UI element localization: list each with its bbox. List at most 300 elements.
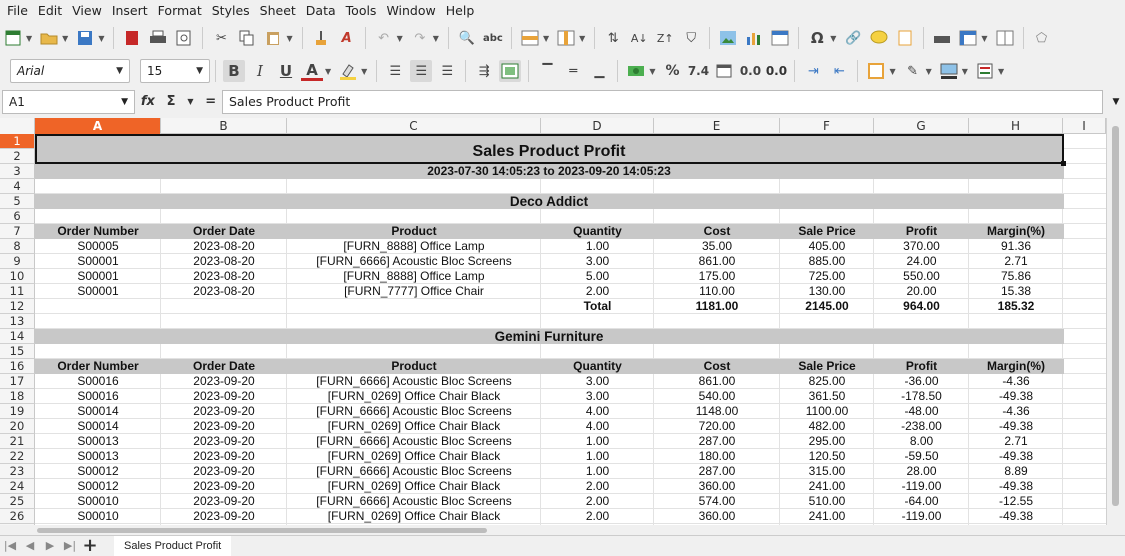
chevron-down-icon[interactable]: ▼ xyxy=(889,66,896,76)
column-title-order-number: Order Number xyxy=(57,224,139,238)
row-header-4[interactable]: 4 xyxy=(0,179,35,194)
cell-product: [FURN_0269] Office Chair Black xyxy=(327,449,501,463)
open-folder-icon[interactable] xyxy=(38,27,60,49)
cell-margin: -49.38 xyxy=(998,389,1034,403)
row-header-15[interactable]: 15 xyxy=(0,344,35,359)
cell-margin: 75.86 xyxy=(1000,269,1032,283)
cell-order-date: 2023-09-20 xyxy=(193,509,255,523)
chevron-down-icon[interactable]: ▼ xyxy=(361,66,368,76)
cell-order-date: 2023-09-20 xyxy=(193,389,255,403)
cell-order-date: 2023-09-20 xyxy=(193,494,255,508)
formula-icons xyxy=(135,94,222,109)
previous-sheet-icon[interactable]: ◀ xyxy=(25,539,35,552)
cell-sale-price: 510.00 xyxy=(808,494,846,508)
cell-order-date: 2023-08-20 xyxy=(193,239,255,253)
cell-product: [FURN_0269] Office Chair Black xyxy=(327,509,501,523)
cell-quantity: 5.00 xyxy=(585,269,610,283)
cell-product: [FURN_6666] Acoustic Bloc Screens xyxy=(316,494,512,508)
column-header-d[interactable]: D xyxy=(541,118,654,134)
bold-icon[interactable]: B xyxy=(223,60,245,82)
print-preview-icon[interactable] xyxy=(173,27,195,49)
toolbar-separator xyxy=(528,60,529,82)
row-header-8[interactable]: 8 xyxy=(0,239,35,254)
delete-decimal-icon[interactable]: 0.0 xyxy=(765,64,788,78)
cell-sale-price: 315.00 xyxy=(808,464,846,478)
font-color-icon[interactable]: A xyxy=(301,61,323,81)
add-decimal-icon[interactable]: 0.0 xyxy=(739,64,762,78)
save-icon[interactable] xyxy=(74,27,96,49)
font-name-combo[interactable] xyxy=(10,59,130,83)
toolbar-separator xyxy=(202,27,203,49)
row-header-18[interactable]: 18 xyxy=(0,389,35,404)
highlighting-color-icon[interactable] xyxy=(337,60,359,82)
menu-view[interactable]: View xyxy=(72,2,102,18)
standard-toolbar xyxy=(0,21,1125,55)
cell-quantity: 3.00 xyxy=(585,389,610,403)
toolbar-separator xyxy=(617,60,618,82)
cell-order-number: S00010 xyxy=(77,494,119,508)
cell-quantity: 3.00 xyxy=(585,374,610,388)
menu-styles[interactable]: Styles xyxy=(211,2,250,18)
cell-cost: 360.00 xyxy=(698,479,736,493)
total-label: Total xyxy=(583,299,612,313)
chevron-down-icon[interactable]: ▼ xyxy=(981,33,988,43)
row-header-11[interactable]: 11 xyxy=(0,284,35,299)
cell-quantity: 4.00 xyxy=(585,419,610,433)
special-character-icon[interactable]: Ω xyxy=(810,29,824,47)
name-box[interactable] xyxy=(2,90,135,114)
row-header-9[interactable]: 9 xyxy=(0,254,35,269)
formula-bar xyxy=(0,88,1125,115)
menu-tools[interactable]: Tools xyxy=(345,2,377,18)
cell-margin: -4.36 xyxy=(1002,404,1030,418)
redo-icon[interactable]: ↷ xyxy=(414,30,426,46)
row-header-2[interactable]: 2 xyxy=(0,149,35,164)
first-sheet-icon[interactable]: |◀ xyxy=(3,539,17,552)
cell-order-number: S00013 xyxy=(77,434,119,448)
column-title-margin: Margin(%) xyxy=(987,224,1045,238)
align-right-icon[interactable]: ☰ xyxy=(441,63,454,79)
cell-cost: 861.00 xyxy=(698,374,736,388)
cell-cost: 287.00 xyxy=(698,464,736,478)
toolbar-separator xyxy=(594,27,595,49)
cell-sale-price: 825.00 xyxy=(808,374,846,388)
toolbar-separator xyxy=(465,60,466,82)
cell-quantity: 1.00 xyxy=(585,449,610,463)
toolbar-separator xyxy=(857,60,858,82)
row-header-14[interactable]: 14 xyxy=(0,329,35,344)
menu-insert[interactable]: Insert xyxy=(111,2,148,18)
row-header-26[interactable]: 26 xyxy=(0,509,35,524)
row-header-12[interactable]: 12 xyxy=(0,299,35,314)
decrease-indent-icon[interactable]: ⇤ xyxy=(834,63,845,79)
row-header-19[interactable]: 19 xyxy=(0,404,35,419)
expand-formula-icon[interactable]: ▼ xyxy=(1112,96,1120,107)
column-title-sale-price: Sale Price xyxy=(798,224,856,238)
cell-cost: 1148.00 xyxy=(695,404,739,418)
export-pdf-icon[interactable] xyxy=(121,27,143,49)
cell-profit: 20.00 xyxy=(906,284,937,298)
cell-profit: -238.00 xyxy=(901,419,942,433)
cell-cost: 180.00 xyxy=(698,449,736,463)
cell-sale-price: 361.50 xyxy=(808,389,846,403)
cell-profit: 370.00 xyxy=(903,239,940,253)
cell-order-date: 2023-09-20 xyxy=(193,464,255,478)
cell-product: [FURN_6666] Acoustic Bloc Screens xyxy=(316,254,512,268)
headers-footers-icon[interactable] xyxy=(894,27,916,49)
cell-margin: -4.36 xyxy=(1002,374,1030,388)
cell-product: [FURN_8888] Office Lamp xyxy=(343,239,485,253)
split-window-icon[interactable] xyxy=(994,27,1016,49)
cell-product: [FURN_6666] Acoustic Bloc Screens xyxy=(316,374,512,388)
menu-help[interactable]: Help xyxy=(445,2,475,18)
chevron-down-icon[interactable]: ▼ xyxy=(649,66,656,76)
toolbar-separator xyxy=(376,60,377,82)
total-sale-price: 2145.00 xyxy=(805,299,849,313)
cell-profit: 28.00 xyxy=(906,464,937,478)
cell-sale-price: 482.00 xyxy=(808,419,846,433)
row-header-25[interactable]: 25 xyxy=(0,494,35,509)
row-header-1[interactable]: 1 xyxy=(0,134,35,149)
cell-cost: 574.00 xyxy=(698,494,736,508)
column-title-order-number: Order Number xyxy=(57,359,139,373)
cell-cost: 35.00 xyxy=(701,239,733,253)
cell-cost: 110.00 xyxy=(699,284,735,298)
chevron-down-icon[interactable]: ▼ xyxy=(396,33,403,43)
cell-sale-price: 130.00 xyxy=(808,284,846,298)
horizontal-scroll-thumb[interactable] xyxy=(37,528,487,533)
cell-order-number: S00012 xyxy=(77,479,119,493)
cell-profit: -48.00 xyxy=(904,404,939,418)
sheet-tab[interactable]: Sales Product Profit xyxy=(114,536,231,556)
menu-format[interactable]: Format xyxy=(157,2,202,18)
cell-order-number: S00001 xyxy=(77,284,119,298)
cell-cost: 287.00 xyxy=(698,434,736,448)
column-title-cost: Cost xyxy=(703,224,731,238)
column-header-b[interactable]: B xyxy=(161,118,287,134)
percent-format-icon[interactable]: % xyxy=(665,63,680,79)
cell-order-date: 2023-09-20 xyxy=(193,404,255,418)
borders-icon[interactable] xyxy=(865,60,887,82)
menu-file[interactable]: File xyxy=(7,2,28,18)
cell-order-date: 2023-09-20 xyxy=(193,374,255,388)
hyperlink-icon[interactable]: 🔗 xyxy=(845,30,862,46)
cell-profit: -119.00 xyxy=(901,509,942,523)
align-bottom-icon[interactable]: ▁ xyxy=(594,63,605,79)
date-format-icon[interactable] xyxy=(713,60,735,82)
toolbar-separator xyxy=(302,27,303,49)
menu-sheet[interactable]: Sheet xyxy=(259,2,296,18)
cell-order-number: S00010 xyxy=(77,509,119,523)
total-cost: 1181.00 xyxy=(695,299,739,313)
toolbar-separator xyxy=(709,27,710,49)
comment-icon[interactable] xyxy=(868,27,890,49)
cell-cost: 540.00 xyxy=(698,389,736,403)
cell-quantity: 4.00 xyxy=(585,404,610,418)
print-icon[interactable] xyxy=(147,27,169,49)
toolbar-separator xyxy=(113,27,114,49)
select-all-corner[interactable] xyxy=(0,118,35,134)
align-top-icon[interactable]: ▔ xyxy=(542,63,553,79)
formula-icon[interactable]: = xyxy=(205,94,217,109)
new-document-icon[interactable] xyxy=(2,27,24,49)
toolbar-separator xyxy=(215,60,216,82)
row-header-17[interactable]: 17 xyxy=(0,374,35,389)
cell-product: [FURN_0269] Office Chair Black xyxy=(327,389,501,403)
total-margin: 185.32 xyxy=(997,299,1035,313)
row-header-6[interactable]: 6 xyxy=(0,209,35,224)
column-header-a[interactable]: A xyxy=(35,118,161,134)
merge-center-icon[interactable] xyxy=(499,60,521,82)
row-header-20[interactable]: 20 xyxy=(0,419,35,434)
row-icon[interactable] xyxy=(519,27,541,49)
row-header-3[interactable]: 3 xyxy=(0,164,35,179)
chevron-down-icon[interactable]: ▼ xyxy=(997,66,1005,76)
menu-data[interactable]: Data xyxy=(305,2,336,18)
chevron-down-icon: ▼ xyxy=(121,96,128,107)
undo-icon[interactable]: ↶ xyxy=(378,30,390,46)
report-period: 2023-07-30 14:05:23 to 2023-09-20 14:05:23 xyxy=(427,164,671,178)
formula-input[interactable] xyxy=(222,90,1103,114)
chevron-down-icon[interactable]: ▼ xyxy=(542,33,550,43)
report-title: Sales Product Profit xyxy=(472,143,626,160)
chevron-down-icon[interactable]: ▼ xyxy=(830,33,837,43)
cell-cost: 720.00 xyxy=(698,419,736,433)
column-title-margin: Margin(%) xyxy=(987,359,1045,373)
cell-order-number: S00001 xyxy=(77,254,119,268)
chevron-down-icon[interactable]: ▼ xyxy=(187,97,194,106)
chevron-down-icon[interactable]: ▼ xyxy=(286,33,293,43)
column-header-f[interactable]: F xyxy=(780,118,874,134)
cell-order-date: 2023-08-20 xyxy=(193,269,255,283)
cut-icon[interactable]: ✂ xyxy=(216,30,227,46)
column-title-profit: Profit xyxy=(905,359,938,373)
last-sheet-icon[interactable]: ▶| xyxy=(63,539,77,552)
cell-sale-price: 241.00 xyxy=(808,479,846,493)
cell-margin: 2.71 xyxy=(1004,254,1028,268)
spreadsheet-grid[interactable] xyxy=(0,118,1106,525)
cell-order-number: S00014 xyxy=(77,404,119,418)
cell-sale-price: 885.00 xyxy=(808,254,846,268)
cell-cost: 861.00 xyxy=(698,254,736,268)
cell-product: [FURN_6666] Acoustic Bloc Screens xyxy=(316,464,512,478)
row-header-16[interactable]: 16 xyxy=(0,359,35,374)
cell-order-date: 2023-08-20 xyxy=(193,254,255,268)
horizontal-scrollbar[interactable] xyxy=(0,525,1106,535)
define-print-area-icon[interactable] xyxy=(931,27,953,49)
cell-product: [FURN_6666] Acoustic Bloc Screens xyxy=(316,434,512,448)
cell-quantity: 2.00 xyxy=(585,284,610,298)
cell-margin: 8.89 xyxy=(1004,464,1028,478)
cell-margin: -49.38 xyxy=(998,479,1034,493)
cell-order-date: 2023-09-20 xyxy=(193,419,255,433)
pivot-table-icon[interactable] xyxy=(769,27,791,49)
row-header-21[interactable]: 21 xyxy=(0,434,35,449)
copy-icon[interactable] xyxy=(236,27,258,49)
cell-margin: -49.38 xyxy=(998,509,1034,523)
toolbar-separator xyxy=(511,27,512,49)
row-header-7[interactable]: 7 xyxy=(0,224,35,239)
chevron-down-icon[interactable]: ▼ xyxy=(62,33,69,43)
cell-margin: -12.55 xyxy=(998,494,1034,508)
column-header-g[interactable]: G xyxy=(874,118,969,134)
column-title-order-date: Order Date xyxy=(192,359,256,373)
border-style-icon[interactable]: ✎ xyxy=(907,63,919,79)
column-headers xyxy=(0,118,1106,134)
cell-order-number: S00014 xyxy=(77,419,119,433)
row-header-22[interactable]: 22 xyxy=(0,449,35,464)
row-header-5[interactable]: 5 xyxy=(0,194,35,209)
insert-image-icon[interactable] xyxy=(717,27,739,49)
number-format-icon[interactable]: 7.4 xyxy=(687,64,710,78)
cell-profit: -36.00 xyxy=(904,374,939,388)
cell-profit: -119.00 xyxy=(901,479,942,493)
row-header-10[interactable]: 10 xyxy=(0,269,35,284)
show-draw-functions-icon[interactable]: ⬠ xyxy=(1035,30,1048,46)
column-header-c[interactable]: C xyxy=(287,118,541,134)
clear-formatting-icon[interactable]: A xyxy=(341,30,352,46)
cell-order-number: S00001 xyxy=(77,269,119,283)
cell-order-number: S00005 xyxy=(77,239,119,253)
cell-sale-price: 120.50 xyxy=(808,449,846,463)
chevron-down-icon[interactable]: ▼ xyxy=(26,33,33,43)
cell-sale-price: 295.00 xyxy=(808,434,846,448)
cell-quantity: 1.00 xyxy=(585,239,610,253)
column-header-h[interactable]: H xyxy=(969,118,1063,134)
paste-icon[interactable] xyxy=(262,27,284,49)
cell-cost: 175.00 xyxy=(698,269,736,283)
add-sheet-icon[interactable]: + xyxy=(82,535,98,556)
clone-formatting-icon[interactable] xyxy=(310,27,332,49)
menu-edit[interactable]: Edit xyxy=(37,2,63,18)
font-size-combo[interactable] xyxy=(140,59,210,83)
center-vertically-icon[interactable]: ═ xyxy=(569,63,578,79)
sort-icon[interactable]: ⇅ xyxy=(607,30,619,46)
chevron-down-icon[interactable]: ▼ xyxy=(961,66,968,76)
toolbar-separator xyxy=(365,27,366,49)
group-name: Deco Addict xyxy=(509,194,589,209)
cell-quantity: 1.00 xyxy=(585,464,610,478)
chevron-down-icon[interactable]: ▼ xyxy=(98,33,105,43)
cell-sale-price: 1100.00 xyxy=(805,404,849,418)
column-icon[interactable] xyxy=(555,27,577,49)
row-header-24[interactable]: 24 xyxy=(0,479,35,494)
cell-order-date: 2023-09-20 xyxy=(193,434,255,448)
align-left-icon[interactable]: ☰ xyxy=(389,63,402,79)
chevron-down-icon[interactable]: ▼ xyxy=(579,33,586,43)
cell-quantity: 3.00 xyxy=(585,254,610,268)
column-title-quantity: Quantity xyxy=(573,224,622,238)
group-name: Gemini Furniture xyxy=(494,329,604,344)
formula-content: Sales Product Profit xyxy=(229,94,351,109)
cell-order-date: 2023-09-20 xyxy=(193,449,255,463)
cell-margin: 15.38 xyxy=(1000,284,1032,298)
cell-margin: 2.71 xyxy=(1004,434,1028,448)
function-wizard-icon[interactable]: fx xyxy=(140,94,155,109)
formatting-toolbar xyxy=(0,56,1125,86)
chevron-down-icon: ▼ xyxy=(196,66,203,76)
cell-product: [FURN_7777] Office Chair xyxy=(344,284,484,298)
cell-product: [FURN_6666] Acoustic Bloc Screens xyxy=(316,404,512,418)
cell-product: [FURN_0269] Office Chair Black xyxy=(327,419,501,433)
cell-profit: -59.50 xyxy=(904,449,939,463)
cell-profit: 8.00 xyxy=(909,434,934,448)
cell-order-number: S00012 xyxy=(77,464,119,478)
cell-quantity: 1.00 xyxy=(585,434,610,448)
insert-chart-icon[interactable] xyxy=(743,27,765,49)
autofilter-icon[interactable]: ⛉ xyxy=(686,30,697,46)
column-title-product: Product xyxy=(391,359,437,373)
find-replace-icon[interactable]: 🔍 xyxy=(458,30,476,46)
chevron-down-icon[interactable]: ▼ xyxy=(325,66,332,76)
cell-reference: A1 xyxy=(9,94,25,109)
cell-cost: 360.00 xyxy=(698,509,736,523)
cell-profit: 550.00 xyxy=(903,269,940,283)
vertical-scroll-thumb[interactable] xyxy=(1112,126,1119,506)
cell-sale-price: 405.00 xyxy=(808,239,846,253)
cell-sale-price: 241.00 xyxy=(808,509,846,523)
currency-format-icon[interactable] xyxy=(625,60,647,82)
increase-indent-icon[interactable]: ⇥ xyxy=(808,63,819,79)
cell-order-number: S00016 xyxy=(77,389,119,403)
chevron-down-icon: ▼ xyxy=(116,66,123,76)
toolbar-separator xyxy=(1023,27,1024,49)
cell-margin: -49.38 xyxy=(998,419,1034,433)
column-header-e[interactable]: E xyxy=(654,118,780,134)
menu-window[interactable]: Window xyxy=(386,2,436,18)
spelling-icon[interactable]: abc xyxy=(483,32,503,44)
next-sheet-icon[interactable]: ▶ xyxy=(45,539,55,552)
cell-profit: -178.50 xyxy=(901,389,942,403)
freeze-rows-columns-icon[interactable] xyxy=(957,27,979,49)
row-header-23[interactable]: 23 xyxy=(0,464,35,479)
cell-order-date: 2023-08-20 xyxy=(193,284,255,298)
sort-ascending-icon[interactable]: A↓ xyxy=(630,31,648,45)
column-title-sale-price: Sale Price xyxy=(798,359,856,373)
italic-icon[interactable]: I xyxy=(257,62,263,80)
border-color-icon[interactable] xyxy=(938,60,960,82)
row-header-13[interactable]: 13 xyxy=(0,314,35,329)
cell-quantity: 2.00 xyxy=(585,509,610,523)
align-center-icon[interactable]: ☰ xyxy=(410,60,432,82)
column-title-order-date: Order Date xyxy=(192,224,256,238)
wrap-text-icon[interactable]: ⇶ xyxy=(478,63,490,79)
cell-profit: 24.00 xyxy=(906,254,937,268)
font-name-value: Arial xyxy=(17,64,45,78)
menu-bar xyxy=(0,0,1125,20)
toolbar-separator xyxy=(794,60,795,82)
cell-sale-price: 725.00 xyxy=(808,269,846,283)
conditional-format-icon[interactable] xyxy=(974,60,996,82)
toolbar-separator xyxy=(448,27,449,49)
cell-order-date: 2023-09-20 xyxy=(193,479,255,493)
sort-descending-icon[interactable]: Z↑ xyxy=(656,31,674,45)
vertical-scrollbar[interactable] xyxy=(1106,118,1125,525)
chevron-down-icon[interactable]: ▼ xyxy=(432,33,439,43)
cell-order-number: S00013 xyxy=(77,449,119,463)
chevron-down-icon[interactable]: ▼ xyxy=(925,66,932,76)
total-profit: 964.00 xyxy=(903,299,940,313)
sum-icon[interactable]: Σ xyxy=(166,94,176,109)
column-header-i[interactable]: I xyxy=(1063,118,1106,134)
cell-quantity: 2.00 xyxy=(585,494,610,508)
underline-icon[interactable]: U xyxy=(279,62,293,80)
column-title-profit: Profit xyxy=(905,224,938,238)
cell-profit: -64.00 xyxy=(904,494,939,508)
sheet-tab-bar xyxy=(0,535,1125,555)
toolbar-separator xyxy=(798,27,799,49)
cell-area[interactable] xyxy=(35,134,1106,525)
